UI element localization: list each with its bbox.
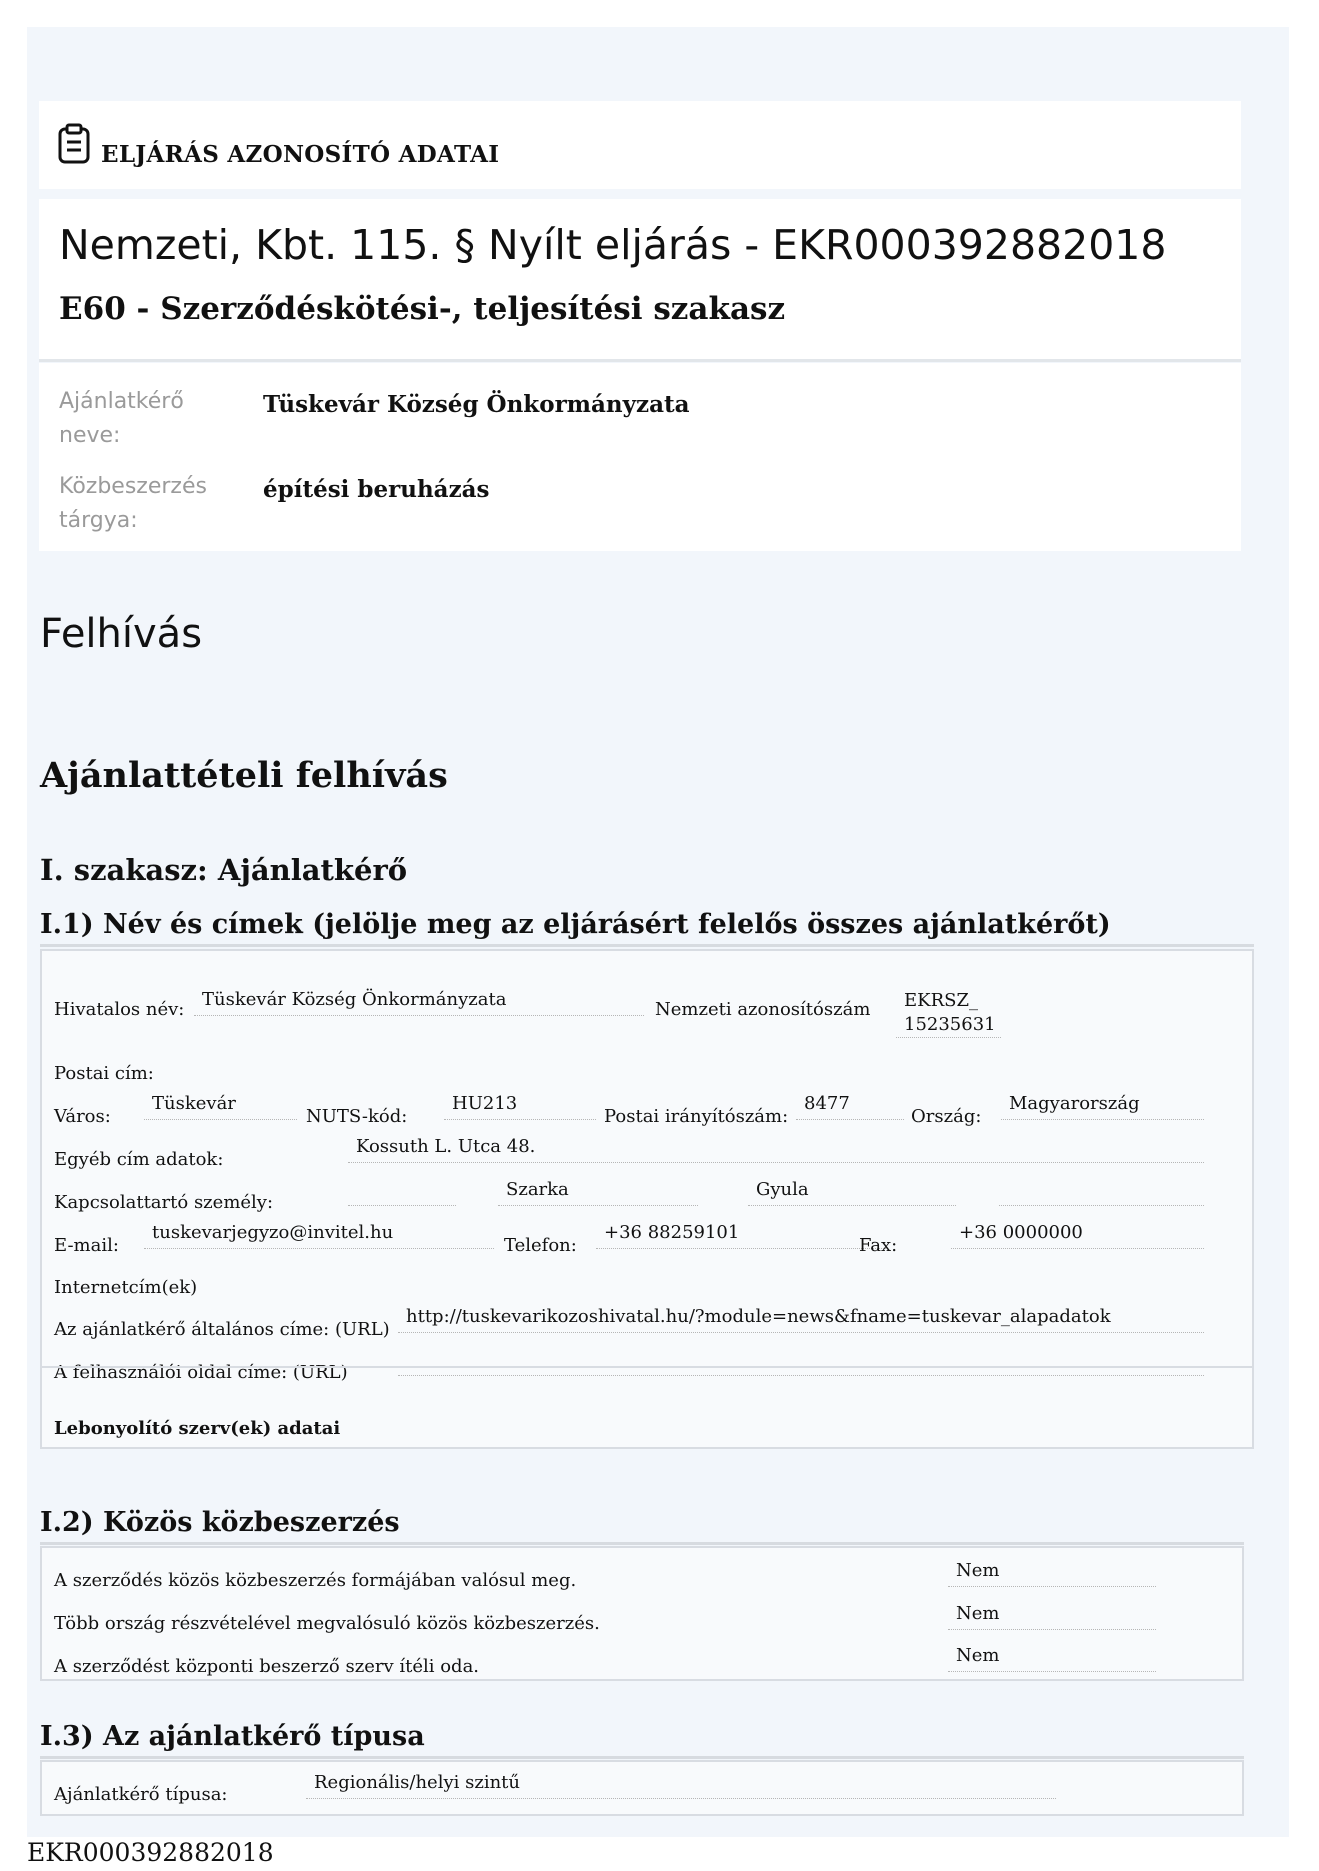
invitation-heading: Ajánlattételi felhívás: [40, 755, 448, 796]
city-label: Város:: [54, 1106, 111, 1127]
postal-code-field: [796, 1093, 904, 1120]
contracting-authority-value: Tüskevár Község Önkormányzata: [263, 391, 690, 418]
country-value: Magyarország: [1009, 1093, 1140, 1114]
organiser-label: Lebonyolító szerv(ek) adatai: [54, 1418, 341, 1439]
contact-prefix-field: [348, 1179, 456, 1206]
section-i1-divider: [40, 944, 1254, 947]
procedure-id-header-label: ELJÁRÁS AZONOSÍTÓ ADATAI: [101, 141, 500, 168]
notice-heading: Felhívás: [40, 611, 203, 657]
section-i-heading: I. szakasz: Ajánlatkérő: [40, 853, 408, 887]
procurement-subject-label: Közbeszerzés tárgya:: [59, 474, 207, 533]
multi-country-label: Több ország részvételével megvalósuló közös közbeszerzés.: [54, 1613, 600, 1634]
section-i1-heading: I.1) Név és címek (jelölje meg az eljárásért felelős összes ajánlatkérőt): [40, 909, 1111, 940]
joint-procurement-label: A szerződés közös közbeszerzés formájában valósul meg.: [54, 1570, 577, 1591]
phone-label: Telefon:: [504, 1235, 577, 1256]
nuts-code-value: HU213: [452, 1093, 518, 1114]
section-i1-box: [40, 949, 1254, 1449]
procedure-title-card: [39, 199, 1241, 362]
procedure-info-card: [39, 363, 1241, 551]
multi-country-value: Nem: [956, 1603, 1000, 1624]
joint-procurement-field: [948, 1560, 1156, 1587]
footer-procedure-id: EKR000392882018: [27, 1838, 274, 1867]
official-name-value: Tüskevár Község Önkormányzata: [202, 989, 507, 1010]
email-value: tuskevarjegyzo@invitel.hu: [152, 1222, 394, 1243]
general-url-field: [398, 1306, 1204, 1333]
nuts-code-label: NUTS-kód:: [306, 1106, 408, 1127]
procedure-stage: E60 - Szerződéskötési-, teljesítési szakasz: [59, 291, 786, 327]
other-address-field: [348, 1136, 1204, 1163]
postal-address-label: Postai cím:: [54, 1063, 154, 1084]
authority-type-label: Ajánlatkérő típusa:: [54, 1784, 228, 1805]
contact-suffix-field: [999, 1179, 1204, 1206]
central-purchasing-value: Nem: [956, 1645, 1000, 1666]
buyer-profile-url-label: A felhasználói oldal címe: (URL): [54, 1362, 348, 1383]
page-background: [27, 27, 1289, 1837]
fax-field: [951, 1222, 1204, 1249]
phone-field: [596, 1222, 886, 1249]
fax-label: Fax:: [859, 1235, 898, 1256]
fax-value: +36 0000000: [959, 1222, 1083, 1243]
authority-type-field: [306, 1772, 1056, 1799]
organiser-subsection: [42, 1366, 1252, 1451]
national-id-label: Nemzeti azonosítószám: [655, 999, 871, 1020]
city-field: [144, 1093, 297, 1120]
national-id-field: [896, 989, 1001, 1038]
contact-person-label: Kapcsolattartó személy:: [54, 1192, 274, 1213]
city-value: Tüskevár: [152, 1093, 236, 1114]
general-url-value: http://tuskevarikozoshivatal.hu/?module=news&fname=tuskevar_alapadatok: [406, 1306, 1111, 1327]
internet-addresses-label: Internetcím(ek): [54, 1277, 198, 1298]
procurement-subject-value: építési beruházás: [263, 476, 490, 503]
phone-value: +36 88259101: [604, 1222, 740, 1243]
section-i2-box: [40, 1546, 1244, 1681]
section-i2-heading: I.2) Közös közbeszerzés: [40, 1507, 400, 1538]
procedure-id-header: [39, 101, 1241, 189]
section-i3-divider: [40, 1756, 1244, 1759]
official-name-field: [194, 989, 644, 1016]
contact-last-name-value: Szarka: [506, 1179, 569, 1200]
procedure-title: Nemzeti, Kbt. 115. § Nyílt eljárás - EKR000392882018: [59, 221, 1167, 269]
email-field: [144, 1222, 494, 1249]
multi-country-field: [948, 1603, 1156, 1630]
contact-first-name-value: Gyula: [756, 1179, 809, 1200]
postal-code-label: Postai irányítószám:: [604, 1106, 789, 1127]
joint-procurement-value: Nem: [956, 1560, 1000, 1581]
official-name-label: Hivatalos név:: [54, 999, 185, 1020]
other-address-value: Kossuth L. Utca 48.: [356, 1136, 536, 1157]
section-i3-heading: I.3) Az ajánlatkérő típusa: [40, 1721, 425, 1752]
central-purchasing-field: [948, 1645, 1156, 1672]
contracting-authority-label: Ajánlatkérő neve:: [59, 389, 184, 448]
general-url-label: Az ajánlatkérő általános címe: (URL): [54, 1319, 390, 1340]
section-i3-box: [40, 1760, 1244, 1816]
postal-code-value: 8477: [804, 1093, 850, 1114]
country-label: Ország:: [911, 1106, 982, 1127]
contact-last-name-field: [498, 1179, 698, 1206]
country-field: [1001, 1093, 1204, 1120]
nuts-code-field: [444, 1093, 596, 1120]
email-label: E-mail:: [54, 1235, 119, 1256]
central-purchasing-label: A szerződést központi beszerző szerv ítéli oda.: [54, 1656, 480, 1677]
other-address-label: Egyéb cím adatok:: [54, 1149, 224, 1170]
contact-first-name-field: [748, 1179, 956, 1206]
authority-type-value: Regionális/helyi szintű: [314, 1772, 521, 1793]
national-id-value: EKRSZ_ 15235631: [904, 990, 996, 1035]
clipboard-icon: [57, 123, 91, 165]
section-i2-divider: [40, 1542, 1244, 1545]
